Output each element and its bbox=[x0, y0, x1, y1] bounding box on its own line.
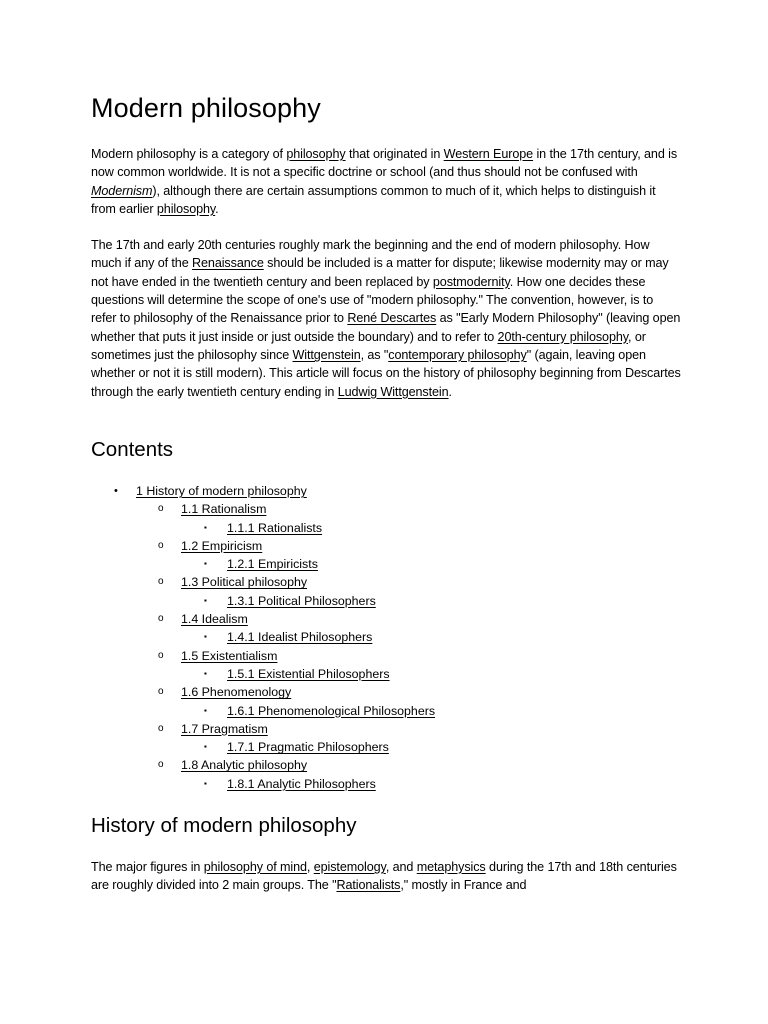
toc-link[interactable]: 1.7 Pragmatism bbox=[181, 721, 268, 736]
intro-paragraph bbox=[91, 145, 681, 218]
toc-link[interactable]: 1 History of modern philosophy bbox=[136, 484, 307, 498]
toc-item bbox=[0, 683, 768, 701]
link-metaphysics[interactable]: metaphysics bbox=[416, 860, 486, 874]
toc-link[interactable]: 1.1.1 Rationalists bbox=[227, 520, 323, 535]
bullet-icon: ▪ bbox=[204, 778, 207, 788]
text: ), although there are certain assumptions common to much of it, which helps to distinguish it from earlier bbox=[91, 183, 656, 217]
text: in the 17th century, and is now common worldwide. It is not a specific doctrine or school (and thus should not be confused with bbox=[91, 147, 678, 180]
toc-item bbox=[0, 573, 768, 591]
bullet-icon: ▪ bbox=[204, 742, 207, 752]
text: . bbox=[448, 384, 452, 399]
link-rene-descartes[interactable]: René Descartes bbox=[347, 311, 437, 326]
toc-item bbox=[0, 702, 768, 720]
bullet-icon: ▪ bbox=[204, 632, 207, 642]
link-western-europe[interactable]: Western Europe bbox=[443, 147, 534, 161]
toc-link[interactable]: 1.5 Existentialism bbox=[181, 648, 278, 663]
toc-item bbox=[0, 628, 768, 646]
text: should be included is a matter for dispute; likewise modernity may or may not have ended in the twentieth century and been replaced by bbox=[91, 256, 669, 289]
bullet-icon: o bbox=[158, 722, 164, 734]
text: . How one decides these questions will determine the scope of one's use of "modern philosophy." The convention, however, is to refer to philosophy of the Renaissance prior to bbox=[91, 274, 654, 326]
link-contemporary-philosophy[interactable]: contemporary philosophy bbox=[388, 348, 527, 363]
bullet-icon: o bbox=[158, 539, 164, 551]
toc-link[interactable]: 1.6 Phenomenology bbox=[181, 685, 292, 700]
contents-heading: Contents bbox=[91, 438, 174, 461]
toc-item bbox=[0, 775, 768, 793]
text: Modern philosophy is a category of bbox=[91, 147, 287, 161]
toc-item bbox=[0, 555, 768, 573]
text: ," mostly in France and bbox=[400, 878, 527, 893]
text: , as " bbox=[360, 348, 389, 363]
toc-item bbox=[0, 647, 768, 665]
history-paragraph bbox=[91, 858, 681, 895]
text: , bbox=[306, 860, 314, 874]
link-ludwig-wittgenstein[interactable]: Ludwig Wittgenstein bbox=[337, 384, 449, 399]
toc-link[interactable]: 1.3 Political philosophy bbox=[181, 575, 308, 590]
link-postmodernity[interactable]: postmodernity bbox=[432, 274, 510, 289]
text: , and bbox=[385, 860, 417, 874]
toc-item bbox=[0, 592, 768, 610]
bullet-icon: o bbox=[158, 759, 164, 771]
scope-paragraph bbox=[91, 236, 681, 401]
page-title: Modern philosophy bbox=[91, 93, 321, 123]
link-rationalists[interactable]: Rationalists bbox=[336, 878, 401, 893]
toc-item bbox=[0, 738, 768, 756]
text: that originated in bbox=[345, 147, 444, 161]
toc-item bbox=[0, 500, 768, 518]
toc-link[interactable]: 1.4.1 Idealist Philosophers bbox=[227, 630, 373, 645]
text: , or sometimes just the philosophy since bbox=[91, 329, 646, 363]
toc-link[interactable]: 1.2 Empiricism bbox=[181, 538, 263, 553]
table-of-contents bbox=[0, 482, 768, 793]
bullet-icon: o bbox=[158, 503, 164, 515]
link-philosophy-2[interactable]: philosophy bbox=[156, 202, 216, 217]
toc-link[interactable]: 1.5.1 Existential Philosophers bbox=[227, 666, 390, 681]
toc-link[interactable]: 1.4 Idealism bbox=[181, 612, 248, 627]
toc-link[interactable]: 1.2.1 Empiricists bbox=[227, 557, 318, 572]
bullet-icon: ▪ bbox=[204, 559, 207, 569]
link-philosophy-of-mind[interactable]: philosophy of mind bbox=[203, 860, 307, 874]
history-heading: History of modern philosophy bbox=[91, 814, 357, 837]
bullet-icon: o bbox=[158, 686, 164, 698]
link-renaissance[interactable]: Renaissance bbox=[192, 256, 264, 271]
text: . bbox=[215, 202, 219, 217]
toc-link[interactable]: 1.1 Rationalism bbox=[181, 502, 267, 517]
bullet-icon: o bbox=[158, 649, 164, 661]
text: The major figures in bbox=[91, 860, 204, 874]
link-wittgenstein[interactable]: Wittgenstein bbox=[292, 348, 361, 363]
bullet-icon: ▪ bbox=[204, 668, 207, 678]
toc-item bbox=[0, 610, 768, 628]
text: The 17th and early 20th centuries roughly mark the beginning and the end of modern philosophy. How much if any of the bbox=[91, 238, 650, 271]
toc-link[interactable]: 1.7.1 Pragmatic Philosophers bbox=[227, 740, 389, 755]
toc-item bbox=[0, 482, 768, 500]
toc-link[interactable]: 1.6.1 Phenomenological Philosophers bbox=[227, 703, 436, 718]
bullet-icon: • bbox=[114, 485, 118, 497]
link-epistemology[interactable]: epistemology bbox=[313, 860, 386, 874]
toc-item bbox=[0, 537, 768, 555]
link-modernism[interactable]: Modernism bbox=[91, 183, 153, 198]
text: during the 17th and 18th centuries are roughly divided into 2 main groups. The " bbox=[91, 860, 677, 893]
bullet-icon: ▪ bbox=[204, 522, 207, 532]
link-20th-century-philosophy[interactable]: 20th-century philosophy bbox=[497, 329, 629, 344]
toc-item bbox=[0, 519, 768, 537]
toc-item bbox=[0, 720, 768, 738]
toc-item bbox=[0, 756, 768, 774]
bullet-icon: o bbox=[158, 613, 164, 625]
toc-item bbox=[0, 665, 768, 683]
toc-link[interactable]: 1.8 Analytic philosophy bbox=[181, 758, 308, 773]
toc-link[interactable]: 1.8.1 Analytic Philosophers bbox=[227, 776, 376, 791]
bullet-icon: o bbox=[158, 576, 164, 588]
text: " (again, leaving open whether or not it is still modern). This article will focus on the history of philosophy beginning from Descartes through the early twentieth century ending in bbox=[91, 348, 681, 399]
bullet-icon: ▪ bbox=[204, 595, 207, 605]
bullet-icon: ▪ bbox=[204, 705, 207, 715]
text: as "Early Modern Philosophy" (leaving open whether that puts it just inside or just outside the boundary) and to refer to bbox=[91, 311, 681, 344]
toc-link[interactable]: 1.3.1 Political Philosophers bbox=[227, 593, 376, 608]
link-philosophy[interactable]: philosophy bbox=[286, 147, 346, 161]
